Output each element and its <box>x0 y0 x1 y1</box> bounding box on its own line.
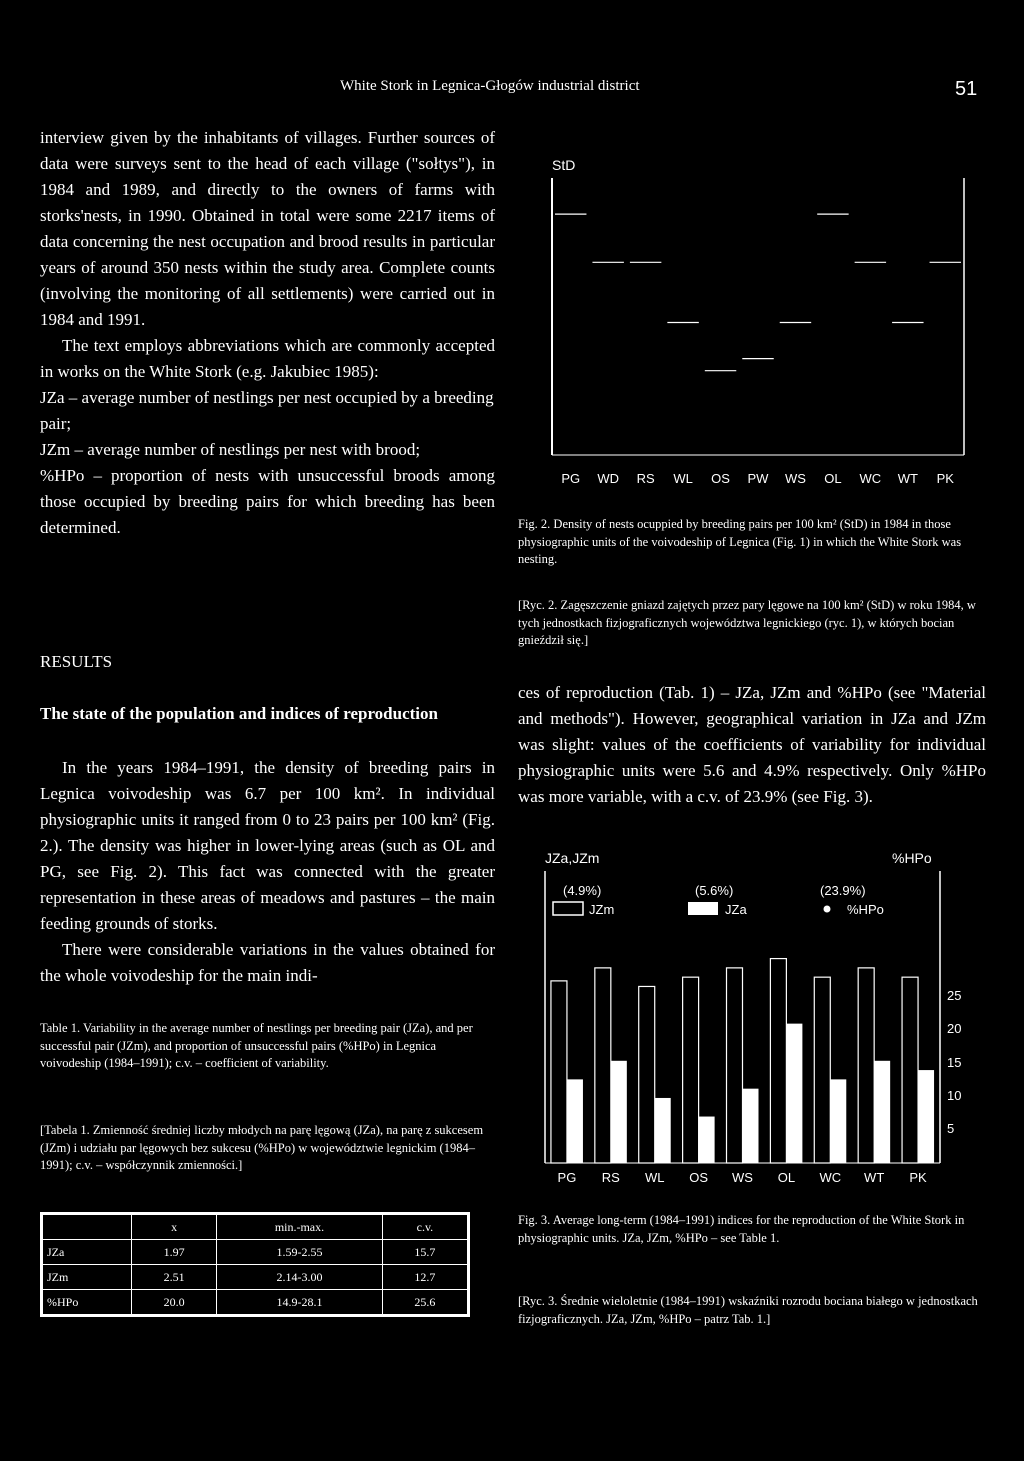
table-header-cell <box>43 1215 132 1240</box>
abbreviations-intro: The text employs abbreviations which are commonly accepted in works on the White Stork (e.g. Jakubiec 1985): <box>40 336 495 381</box>
fig3-bar-jzm <box>858 968 874 1163</box>
fig2-y-axis-label: StD <box>552 157 576 173</box>
fig3-x-tick-label: PK <box>909 1170 927 1185</box>
fig3-bar-jza <box>786 1024 802 1163</box>
fig2-x-tick-label: WT <box>897 471 918 486</box>
right-paragraph: ces of reproduction (Tab. 1) – JZa, JZm and %HPo (see "Material and methods"). However, geographical variation in JZa and JZm was slight: values of the coefficients of variability for individual physiographic units were 5.6 and 4.9% respectively. Only %HPo was more variable, with a c.v. of 23.9% (see Fig. 3). <box>518 683 986 806</box>
definition-jza: JZa – average number of nestlings per nest occupied by a breeding pair; <box>40 388 494 433</box>
fig2-x-tick-label: RS <box>636 471 655 486</box>
fig2-x-tick-label: OS <box>711 471 730 486</box>
fig3-bar-jza <box>830 1079 846 1163</box>
fig2-x-tick-label: PG <box>561 471 581 486</box>
fig3-y2-tick-label: 15 <box>947 1055 962 1070</box>
fig3-bar-jzm <box>595 968 611 1163</box>
table1-grid <box>42 1214 468 1315</box>
fig3-x-tick-label: WL <box>644 1170 665 1185</box>
table-header-cell: c.v. <box>382 1215 467 1240</box>
fig3-x-tick-label: WS <box>732 1170 753 1185</box>
fig3-bar-jza <box>699 1117 715 1163</box>
fig2-caption-en: Fig. 2. Density of nests ocuppied by breeding pairs per 100 km² (StD) in 1984 in those physiographic units of the voivodeship of Legnica (Fig. 1) in which the White Stork was nesting. <box>518 517 962 566</box>
legend-swatch-hpo <box>824 906 831 913</box>
table-cell: 2.14-3.00 <box>217 1265 383 1290</box>
fig3-y2-tick-label: 5 <box>947 1121 955 1136</box>
table1-caption-pl: [Tabela 1. Zmienność średniej liczby młodych na parę lęgową (JZa), na parę z sukcesem (JZm) i udziału par lęgowych bez sukcesu (%HPo) w województwie legnickim (1984–1991); c.v. – współczynnik zmienności.] <box>40 1123 484 1172</box>
table-cell: 12.7 <box>382 1265 467 1290</box>
fig3-bar-jzm <box>902 977 918 1163</box>
table-cell: 14.9-28.1 <box>217 1290 383 1315</box>
table-row <box>43 1240 468 1265</box>
table-cell: 2.51 <box>132 1265 217 1290</box>
fig2-x-tick-label: WL <box>673 471 693 486</box>
fig3-x-tick-label: RS <box>601 1170 620 1185</box>
fig3-bar-jzm <box>727 968 743 1163</box>
fig3-y2-tick-label: 20 <box>947 1021 962 1036</box>
table-cell: 1.97 <box>132 1240 217 1265</box>
fig2-x-tick-label: PK <box>936 471 954 486</box>
definition-jzm: JZm – average number of nestlings per nest with brood; <box>40 440 421 459</box>
running-title: White Stork in Legnica-Głogów industrial district <box>340 78 640 94</box>
fig3-bar-jza <box>918 1070 934 1163</box>
legend-swatch-jza <box>688 902 718 915</box>
legend-cv-jzm: (4.9%) <box>563 883 602 898</box>
table-cell: 15.7 <box>382 1240 467 1265</box>
fig3-caption-pl: [Ryc. 3. Średnie wieloletnie (1984–1991) wskaźniki rozrodu bociana białego w jednostkach fizjograficznych. JZa, JZm, %HPo – patrz Tab. 1.] <box>518 1294 978 1326</box>
table-row <box>43 1290 468 1315</box>
fig3-bar-jza <box>655 1098 671 1163</box>
fig3-bar-jzm <box>639 986 655 1163</box>
fig3-x-tick-label: OL <box>777 1170 796 1185</box>
left-column-intro <box>40 125 495 541</box>
fig3-x-tick-label: WC <box>819 1170 842 1185</box>
intro-paragraph: interview given by the inhabitants of villages. Further sources of data were surveys sent to the head of each village ("sołtys"), in 1984 and 1989, and directly to the owners of farms with storks'nests, in 1990. Obtained in total were some 2217 items of data concerning the nest occupation and brood results in particular years of around 350 nests within the study area. Complete counts (involving the monitoring of all settlements) were carried out in 1984 and 1991. <box>40 128 495 329</box>
table-header-cell: min.-max. <box>217 1215 383 1240</box>
fig2-x-tick-label: OL <box>824 471 842 486</box>
fig3-y2-tick-label: 10 <box>947 1088 962 1103</box>
table1 <box>40 1212 470 1317</box>
fig3-x-tick-label: OS <box>689 1170 709 1185</box>
legend-label-jzm: JZm <box>589 902 615 917</box>
fig3-y2-tick-label: 25 <box>947 988 962 1003</box>
fig3-bar-jza <box>743 1089 759 1163</box>
legend-cv-jza: (5.6%) <box>695 883 734 898</box>
fig3-left-axis-label: JZa,JZm <box>545 850 600 866</box>
fig3-bar-jza <box>567 1079 583 1163</box>
fig2-x-tick-label: PW <box>747 471 769 486</box>
table1-caption-en: Table 1. Variability in the average number of nestlings per breeding pair (JZa), and per successful pair (JZm), and proportion of unsuccessful pairs (%HPo) in Legnica voivodeship (1984–1991); c.v. – coefficient of variability. <box>40 1021 473 1070</box>
legend-swatch-jzm <box>553 902 583 915</box>
table-cell: 1.59-2.55 <box>217 1240 383 1265</box>
fig3-x-tick-label: PG <box>557 1170 577 1185</box>
table-header-row <box>43 1215 468 1240</box>
table-cell: 20.0 <box>132 1290 217 1315</box>
fig2-x-tick-label: WD <box>597 471 620 486</box>
fig3-bar-jza <box>874 1061 890 1163</box>
section-subheading: The state of the population and indices of reproduction <box>40 704 438 723</box>
table-header-cell: x <box>132 1215 217 1240</box>
results-text <box>40 755 495 989</box>
fig2-x-tick-label: WC <box>859 471 882 486</box>
definition-hpo: %HPo – proportion of nests with unsuccessful broods among those occupied by breeding pairs for which breeding has been determined. <box>40 466 495 537</box>
fig3-caption-en: Fig. 3. Average long-term (1984–1991) indices for the reproduction of the White Stork in physiographic units. JZa, JZm, %HPo – see Table 1. <box>518 1213 965 1245</box>
table-cell: JZa <box>43 1240 132 1265</box>
right-column-paragraph <box>518 680 986 810</box>
fig2-x-tick-label: WS <box>784 471 806 486</box>
fig2-caption-pl: [Ryc. 2. Zagęszczenie gniazd zajętych przez pary lęgowe na 100 km² (StD) w roku 1984, w tych jednostkach fizjograficznych województwa legnickiego (ryc. 1), w których bocian gnieździł się.] <box>518 598 976 647</box>
page-number: 51 <box>955 78 978 100</box>
fig3-chart <box>535 845 995 1190</box>
table-cell: JZm <box>43 1265 132 1290</box>
fig3-right-axis-label: %HPo <box>892 850 932 866</box>
legend-label-hpo: %HPo <box>847 902 884 917</box>
legend-cv-hpo: (23.9%) <box>820 883 866 898</box>
fig3-bar-jzm <box>683 977 699 1163</box>
fig3-bar-jzm <box>770 959 786 1163</box>
fig3-bar-jza <box>611 1061 627 1163</box>
results-heading: RESULTS <box>40 652 113 671</box>
fig3-bar-jzm <box>814 977 830 1163</box>
results-paragraph-1: In the years 1984–1991, the density of breeding pairs in Legnica voivodeship was 6.7 per 100 km². In individual physiographic units it ranged from 0 to 23 pairs per 100 km² (Fig. 2.). The density was higher in lower-lying areas (such as OL and PG, see Fig. 2). This fact was connected with the greater representation in these areas of meadows and pastures – the main feeding grounds of storks. <box>40 758 495 933</box>
table-row <box>43 1265 468 1290</box>
table-cell: %HPo <box>43 1290 132 1315</box>
legend-label-jza: JZa <box>725 902 747 917</box>
fig3-x-tick-label: WT <box>864 1170 885 1185</box>
fig3-bar-jzm <box>551 981 567 1163</box>
fig2-chart <box>540 150 970 495</box>
table-cell: 25.6 <box>382 1290 467 1315</box>
results-paragraph-2: There were considerable variations in the values obtained for the whole voivodeship for the main indi- <box>40 940 495 985</box>
